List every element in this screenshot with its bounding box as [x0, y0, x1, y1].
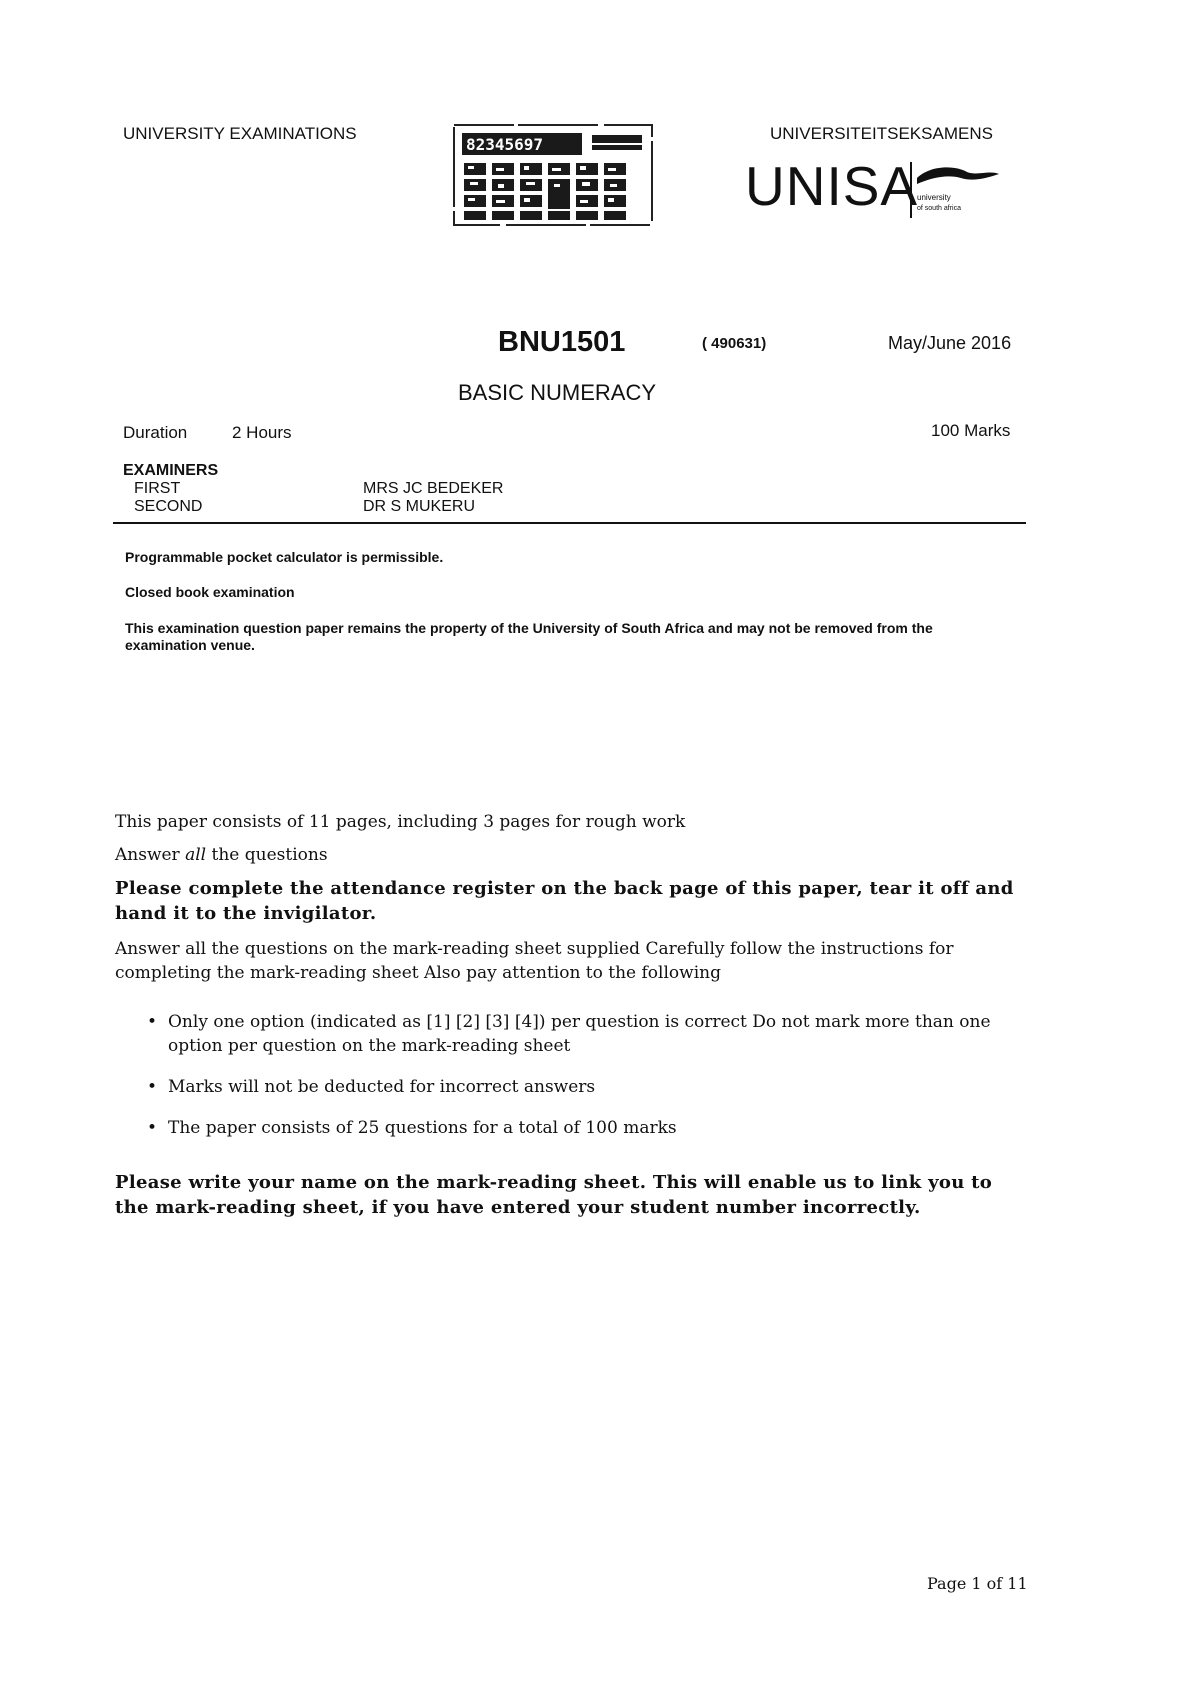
unisa-emblem-icon — [907, 160, 1003, 220]
list-item: • Marks will not be deducted for incorrect answers — [145, 1075, 1030, 1099]
logo-wordmark: UNISA — [745, 155, 919, 217]
page-number: Page 1 of 11 — [927, 1574, 1028, 1593]
header-divider — [113, 522, 1026, 524]
total-marks: 100 Marks — [931, 421, 1011, 440]
logo-tagline-1: university — [917, 193, 951, 202]
answer-emphasis: all — [185, 845, 207, 865]
answer-suffix: the questions — [206, 845, 328, 865]
paper-code: BNU1501 — [498, 326, 626, 358]
subject-title: BASIC NUMERACY — [458, 380, 657, 405]
paper-number: ( 490631) — [702, 335, 767, 352]
barcode-label-graphic — [452, 121, 654, 227]
examiner-second-label: SECOND — [134, 498, 203, 515]
header-right-title: UNIVERSITEITSEKSAMENS — [770, 124, 993, 143]
duration-value: 2 Hours — [232, 423, 292, 442]
unisa-logo — [745, 155, 1003, 220]
examiners-heading: EXAMINERS — [123, 462, 219, 479]
name-instruction: Please write your name on the mark-reading sheet. This will enable us to link you to the mark-reading sheet, if you have entered your student number incorrectly. — [115, 1172, 993, 1218]
list-item: • The paper consists of 25 questions for a total of 100 marks — [145, 1116, 1030, 1140]
calculator-note: Programmable pocket calculator is permissible. — [125, 549, 444, 565]
examiner-second-name: DR S MUKERU — [363, 498, 476, 515]
header-left-title: UNIVERSITY EXAMINATIONS — [123, 124, 357, 143]
mark-reading-instruction: Answer all the questions on the mark-reading sheet supplied Carefully follow the instructions for completing the mark-reading sheet Also pay attention to the following — [115, 939, 954, 983]
barcode-label — [452, 121, 654, 227]
answer-prefix: Answer — [115, 845, 186, 865]
barcode-number: 82345697 — [466, 135, 544, 154]
instruction-bullets — [145, 1010, 1030, 1157]
pages-note: This paper consists of 11 pages, including 3 pages for rough work — [115, 812, 686, 832]
closed-book-note: Closed book examination — [125, 584, 295, 600]
exam-session: May/June 2016 — [888, 333, 1012, 353]
answer-all-note — [115, 843, 1030, 867]
examiner-first-label: FIRST — [134, 480, 181, 497]
list-item: • Only one option (indicated as [1] [2] [3] [4]) per question is correct Do not mark more than one option per question on the mark-reading sheet — [145, 1010, 1030, 1058]
property-note: This examination question paper remains the property of the University of South Africa and may not be removed from the examination venue. — [125, 620, 933, 653]
attendance-instruction: Please complete the attendance register on the back page of this paper, tear it off and hand it to the invigilator. — [115, 878, 1014, 924]
duration-label: Duration — [123, 423, 188, 442]
examiner-first-name: MRS JC BEDEKER — [363, 480, 504, 497]
logo-tagline-2: of south africa — [917, 205, 961, 212]
